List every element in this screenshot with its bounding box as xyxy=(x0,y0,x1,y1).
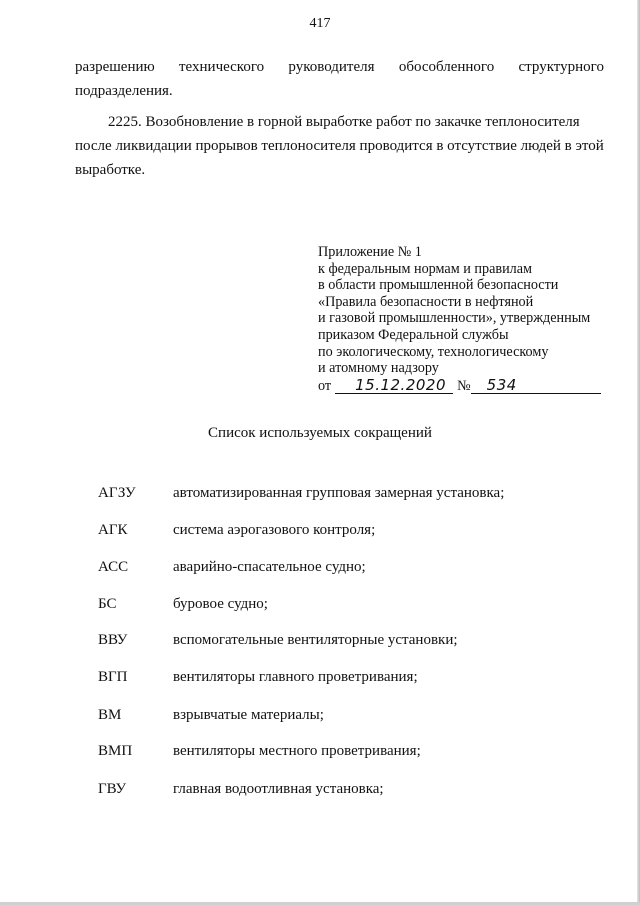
abbreviation-code: ВМП xyxy=(98,743,133,759)
word: разрешению xyxy=(75,59,155,75)
appendix-line: к федеральным нормам и правилам xyxy=(318,260,533,277)
appendix-line: по экологическому, технологическому xyxy=(318,343,549,360)
appendix-header xyxy=(318,244,618,394)
abbreviation-definition: буровое судно; xyxy=(173,596,268,612)
date-field xyxy=(335,378,453,394)
abbreviation-definition: аварийно-спасательное судно; xyxy=(173,559,366,575)
appendix-line: и газовой промышленности», утвержденным xyxy=(318,310,591,327)
abbreviation-definition: автоматизированная групповая замерная установка; xyxy=(173,485,505,501)
number-label: № xyxy=(457,377,471,394)
paragraph-2225 xyxy=(75,110,604,182)
appendix-line: Приложение № 1 xyxy=(318,244,422,260)
abbreviation-definition: система аэрогазового контроля; xyxy=(173,522,376,538)
abbreviation-code: БС xyxy=(98,596,117,612)
paragraph-line: выработке. xyxy=(75,162,146,178)
abbreviation-code: АГЗУ xyxy=(98,485,136,501)
handwritten-number: 534 xyxy=(486,376,517,395)
paragraph-line: после ликвидации прорывов теплоносителя проводится в отсутствие людей в этой xyxy=(75,138,604,154)
abbreviation-definition: вентиляторы главного проветривания; xyxy=(173,669,418,685)
number-field xyxy=(471,378,601,394)
appendix-line: в области промышленной безопасности xyxy=(318,277,559,294)
paragraph-line: подразделения. xyxy=(75,83,173,99)
abbreviation-code: ВВУ xyxy=(98,632,128,648)
abbreviation-code: АГК xyxy=(98,522,128,538)
abbreviation-code: ВМ xyxy=(98,707,122,723)
abbreviation-code: ГВУ xyxy=(98,781,127,797)
justified-line xyxy=(75,55,604,79)
word: руководителя xyxy=(288,59,375,75)
from-label: от xyxy=(318,377,332,394)
appendix-line: «Правила безопасности в нефтяной xyxy=(318,293,534,310)
abbreviation-code: ВГП xyxy=(98,669,128,685)
order-date-number xyxy=(318,378,618,395)
page-number: 417 xyxy=(309,16,331,31)
word: обособленного xyxy=(398,59,495,75)
abbreviation-definition: вентиляторы местного проветривания; xyxy=(173,743,421,759)
word: технического xyxy=(179,59,265,75)
appendix-line: и атомному надзору xyxy=(318,360,439,377)
abbreviation-definition: взрывчатые материалы; xyxy=(173,707,324,723)
paragraph-line: 2225. Возобновление в горной выработке работ по закачке теплоносителя xyxy=(108,114,580,130)
abbreviations-title: Список используемых сокращений xyxy=(208,425,432,441)
paragraph-continuation xyxy=(75,55,604,103)
abbreviation-code: АСС xyxy=(98,559,129,575)
word: структурного xyxy=(518,59,604,75)
appendix-line: приказом Федеральной службы xyxy=(318,326,509,343)
handwritten-date: 15.12.2020 xyxy=(355,376,446,395)
abbreviation-definition: вспомогательные вентиляторные установки; xyxy=(173,632,458,648)
abbreviation-definition: главная водоотливная установка; xyxy=(173,781,384,797)
